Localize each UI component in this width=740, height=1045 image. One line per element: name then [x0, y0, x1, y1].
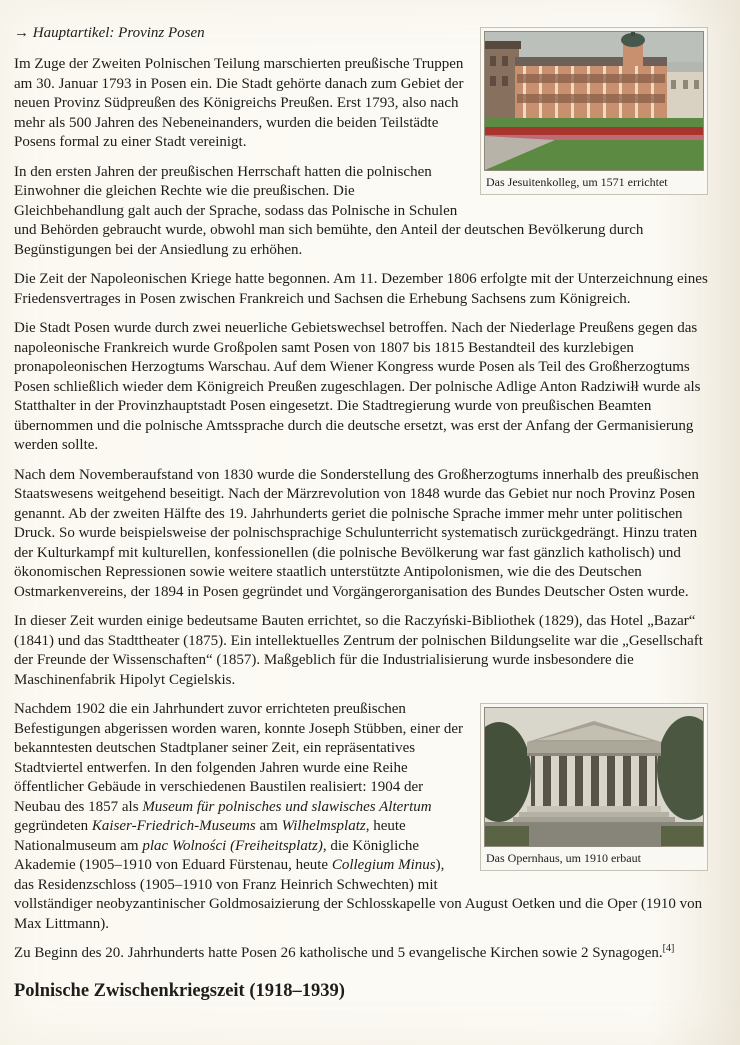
figure-caption-opera: Das Opernhaus, um 1910 erbaut: [486, 851, 641, 865]
text-run: ), das Residenzschloss (1905–1910 von Franz Heinrich Schwechten) mit vollständiger neobyzantinischer Goldmosaizierung der Schlosskapelle von August Oetken und die Oper (1910 von Max Littmann).: [14, 857, 703, 932]
jesuit-college-photo: [484, 31, 704, 171]
opera-house-photo: [484, 707, 704, 847]
text-run-italic: Collegium Minus: [331, 857, 436, 873]
paragraph-1: Im Zuge der Zweiten Polnischen Teilung marschierten preußische Truppen am 30. Januar 1793 in Posen ein. Die Stadt gehörte danach zum Gebiet der neuen Provinz Südpreußen des Königreichs Preußen. Erst 1793, also nach mehr als 500 Jahren des Nebeneinanders, wurden die beiden Teilstädte Posens formal zu einer Stadt vereinigt.: [14, 56, 464, 150]
text-run-italic: plac Wolności (Freiheitsplatz): [142, 837, 323, 854]
paragraph-3: Die Zeit der Napoleonischen Kriege hatte begonnen. Am 11. Dezember 1806 erfolgte mit der Unterzeichnung eines Friedensvertrages in Posen zwischen Frankreich und Sachsen die Erhebung Sachsens zum Königreich.: [14, 271, 708, 307]
text-run-italic: Wilhelmsplatz: [281, 818, 366, 834]
paragraph-4: Die Stadt Posen wurde durch zwei neuerliche Gebietswechsel betroffen. Nach der Niederlage Preußens gegen das napoleonische Frankreich wurde Großpolen samt Posen von 1807 bis 1815 Bestandteil des kurzlebigen pronapoleonischen Herzogtums Warschau. Auf dem Wiener Kongress wurde Posen als Teil des Großherzogtums Posen schließlich wieder dem Königreich Preußen zugeschlagen. Der polnische Adlige Anton Radziwiłł wurde als Statthalter in der Provinzhauptstadt Posen eingesetzt. Die Stadtregierung wurde von preußischen Beamten übernommen und die polnische Amtssprache durch die deutsche ersetzt, was erst der Anfang der Germanisierung werden sollte.: [14, 320, 701, 453]
hatnote: → Hauptartikel: Provinz Posen: [14, 25, 205, 41]
text-run: Nachdem 1902 die ein Jahrhundert zuvor errichteten preußischen Befestigungen abgerissen worden waren, konnte Joseph Stübben, einer der bekanntesten deutschen Stadtplaner seiner Zeit, ein repräsentatives Stadtviertel entwerfen. In den folgenden Jahren wurde eine Reihe öffentlicher Gebäude in verschiedenen Baustilen realisiert: 1904 der Neubau des 1857 als: [14, 701, 464, 815]
paragraph-2: In den ersten Jahren der preußischen Herrschaft hatten die polnischen Einwohner die gleichen Rechte wie die preußischen. Die Gleichbehandlung galt auch der Sprache, sodass das Polnische in Schulen und Behörden gebraucht wurde, obwohl man sich bemühte, den Anteil der deutschen Bevölkerung durch Begünstigungen bei der Ansiedlung zu erhöhen.: [14, 163, 644, 258]
paragraph-6: In dieser Zeit wurden einige bedeutsame Bauten errichtet, so die Raczyński-Bibliothek (1829), das Hotel „Bazar“ (1841) und das Stadttheater (1875). Ein intellektuelles Zentrum der polnischen Bildungselite war die „Gesellschaft der Freunde der Wissenschaften“ (1857). Maßgeblich für die Industrialisierung wurde insbesondere die Maschinenfabrik Hipolyt Cegielskis.: [14, 613, 703, 688]
paragraph-8: [14, 944, 708, 964]
text-run: , heute Nationalmuseum am: [14, 818, 406, 854]
text-run: gegründeten: [14, 818, 92, 834]
footnote-ref: [4]: [662, 943, 675, 954]
text-run-italic: Museum für polnisches und slawisches Altertum: [142, 798, 432, 815]
text-run: , die Königliche Akademie (1905–1910 von Eduard Fürstenau, heute: [14, 837, 420, 873]
paragraph-5: Nach dem Novemberaufstand von 1830 wurde die Sonderstellung des Großherzogtums innerhalb des preußischen Staatswesens weitgehend beseitigt. Nach der Märzrevolution von 1848 wurde das Gebiet nur noch Provinz Posen genannt. Ab der zweiten Hälfte des 19. Jahrhunderts geriet die polnische Sprache immer mehr unter politischen Druck. So wurde beispielsweise der polnischsprachige Schulunterricht systematisch zurückgedrängt. Hinzu traten der Kulturkampf mit kulturellen, konfessionellen (die polnische Bevölkerung war fast gänzlich katholisch) und ökonomischen Repressionen sowie weitere staatlich unterstützte Antipolonismen, wie die des Deutschen Ostmarkenvereins, der 1894 in Posen gegründet und Vorgängerorganisation des Bundes Deutscher Osten wurde.: [14, 466, 699, 600]
figure-jesuit-college: [480, 27, 708, 195]
text-run: am: [255, 818, 282, 834]
section-heading: Polnische Zwischenkriegszeit (1918–1939): [14, 980, 345, 1001]
text-run: Zu Beginn des 20. Jahrhunderts hatte Posen 26 katholische und 5 evangelische Kirchen sowie 2 Synagogen.: [14, 945, 663, 961]
figure-caption-jesuit: Das Jesuitenkolleg, um 1571 errichtet: [486, 175, 668, 189]
figure-opera-house: [480, 703, 708, 871]
text-run-italic: Kaiser-Friedrich-Museums: [91, 818, 256, 834]
